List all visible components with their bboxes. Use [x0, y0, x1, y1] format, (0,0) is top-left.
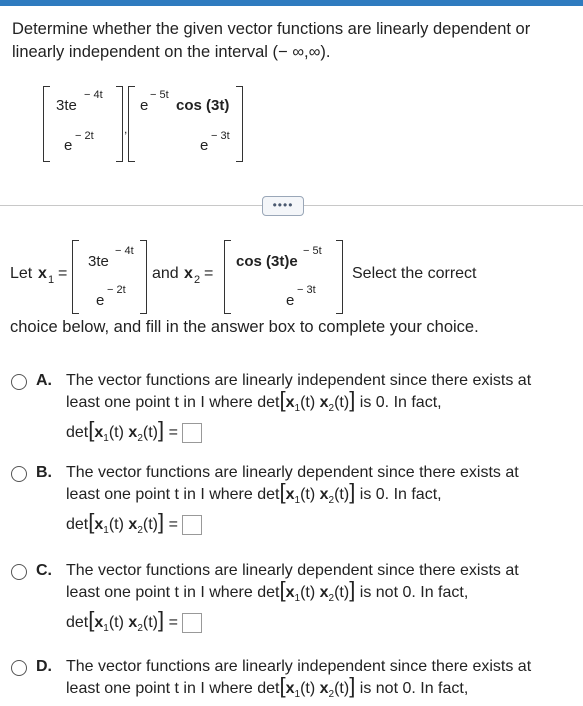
- v2-top-e: e: [140, 97, 149, 114]
- det-word: det: [66, 516, 89, 533]
- radio-button[interactable]: [11, 374, 27, 390]
- radio-button[interactable]: [11, 660, 27, 676]
- option-line-1: The vector functions are linearly independent since there exists at: [66, 372, 532, 389]
- x2-bold: x: [319, 680, 329, 697]
- equals-sign: =: [168, 614, 178, 631]
- top-accent-bar: [0, 0, 583, 6]
- question-line-1: Determine whether the given vector functions are linearly dependent or: [12, 20, 531, 38]
- t-arg: (t): [108, 516, 124, 533]
- bracket-right: [236, 86, 243, 162]
- x2-bottom-entry: e: [286, 292, 295, 309]
- x1-subscript: 1: [48, 274, 55, 286]
- x2-bottom-exponent: − 3t: [297, 284, 316, 296]
- x2-symbol: x: [184, 265, 193, 282]
- option-line-2b: is 0. In fact,: [355, 394, 442, 411]
- x1-bold: x: [285, 680, 295, 697]
- v1-bottom-entry: e: [64, 137, 73, 154]
- option-line-2: least one point t in I where $\det[x_1(t)$ $x_2(t)$] is not 0. In fact,: [66, 673, 469, 701]
- x1-bold: x: [94, 516, 104, 533]
- det-expression: $\det[x_1(t) x_2(t)]$ =: [66, 514, 202, 536]
- t-arg: (t): [334, 584, 350, 601]
- option-line-2b: is not 0. In fact,: [355, 584, 469, 601]
- v1-top-entry: 3te: [56, 97, 77, 114]
- x1-top-entry: 3te: [88, 253, 109, 270]
- x2-bold: x: [319, 486, 329, 503]
- bracket-left: [43, 86, 50, 162]
- bracket-right: [116, 86, 123, 162]
- x1-bold: x: [285, 584, 295, 601]
- equals-sign: =: [168, 516, 178, 533]
- option-line-2b: is not 0. In fact,: [355, 680, 469, 697]
- det-expression: $\det[x_1(t) x_2(t)]$ =: [66, 612, 202, 634]
- choice-instruction: choice below, and fill in the answer box to complete your choice.: [10, 318, 479, 336]
- t-arg: (t): [142, 516, 158, 533]
- t-arg: (t): [142, 614, 158, 631]
- answer-box[interactable]: [182, 613, 202, 633]
- equals-sign: =: [168, 424, 178, 441]
- x2-subscript: 2: [194, 274, 201, 286]
- det-word: det: [66, 424, 89, 441]
- option-line-2b: is 0. In fact,: [355, 486, 442, 503]
- option-line-2: least one point t in I where $\det[x_1(t)$ $x_2(t)$] is 0. In fact,: [66, 387, 442, 415]
- option-line-1: The vector functions are linearly dependent since there exists at: [66, 464, 519, 481]
- comma: ,: [124, 122, 128, 136]
- option-label: A.: [36, 372, 52, 389]
- answer-box[interactable]: [182, 423, 202, 443]
- option-line-2a: least one point t in I where det: [66, 486, 280, 503]
- t-arg: (t): [300, 584, 316, 601]
- t-arg: (t): [300, 680, 316, 697]
- x2-top-exponent: − 5t: [303, 245, 322, 257]
- answer-box[interactable]: [182, 515, 202, 535]
- v2-top-cos: cos (3t): [176, 97, 230, 114]
- det-word: det: [66, 614, 89, 631]
- v1-top-exponent: − 4t: [84, 89, 103, 101]
- t-arg: (t): [334, 394, 350, 411]
- option-line-1: The vector functions are linearly independent since there exists at: [66, 658, 532, 675]
- x1-bottom-exponent: − 2t: [107, 284, 126, 296]
- x2-bold: x: [128, 614, 138, 631]
- radio-button[interactable]: [11, 466, 27, 482]
- t-arg: (t): [334, 680, 350, 697]
- option-label: D.: [36, 658, 52, 675]
- x1-bold: x: [94, 424, 104, 441]
- select-text: Select the correct: [352, 265, 477, 282]
- x2-bracket-left: [224, 240, 231, 314]
- x2-top-entry: cos (3t)e: [236, 253, 298, 270]
- x1-bottom-entry: e: [96, 292, 105, 309]
- question-text: [12, 18, 572, 64]
- option-line-2a: least one point t in I where det: [66, 394, 280, 411]
- v1-bottom-exponent: − 2t: [75, 130, 94, 142]
- let-word: Let: [10, 265, 33, 282]
- x2-bold: x: [319, 584, 329, 601]
- t-arg: (t): [300, 394, 316, 411]
- option-line-2: least one point t in I where $\det[x_1(t)$ $x_2(t)$] is not 0. In fact,: [66, 577, 469, 605]
- equals-sign: =: [204, 265, 214, 282]
- bracket-left: [128, 86, 135, 162]
- option-line-2: least one point t in I where $\det[x_1(t)$ $x_2(t)$] is 0. In fact,: [66, 479, 442, 507]
- question-line-2: linearly independent on the interval (− ∞,∞).: [12, 43, 331, 61]
- x2-bold: x: [319, 394, 329, 411]
- radio-button[interactable]: [11, 564, 27, 580]
- det-expression: $\det[x_1(t) x_2(t)]$ =: [66, 422, 202, 444]
- x1-bracket-left: [72, 240, 79, 314]
- x2-bold: x: [128, 516, 138, 533]
- x1-top-exponent: − 4t: [115, 245, 134, 257]
- and-word: and: [152, 265, 179, 282]
- t-arg: (t): [142, 424, 158, 441]
- x1-bracket-right: [140, 240, 147, 314]
- t-arg: (t): [108, 614, 124, 631]
- x1-bold: x: [285, 486, 295, 503]
- x1-bold: x: [94, 614, 104, 631]
- more-button[interactable]: ••••: [262, 196, 304, 216]
- option-line-2a: least one point t in I where det: [66, 584, 280, 601]
- option-line-1: The vector functions are linearly dependent since there exists at: [66, 562, 519, 579]
- x2-bold: x: [128, 424, 138, 441]
- x1-symbol: x: [38, 265, 47, 282]
- v2-bottom-exponent: − 3t: [211, 130, 230, 142]
- t-arg: (t): [108, 424, 124, 441]
- x1-bold: x: [285, 394, 295, 411]
- t-arg: (t): [334, 486, 350, 503]
- option-label: C.: [36, 562, 52, 579]
- x2-bracket-right: [336, 240, 343, 314]
- option-line-2a: least one point t in I where det: [66, 680, 280, 697]
- equals-sign: =: [58, 265, 68, 282]
- v2-bottom-entry: e: [200, 137, 209, 154]
- t-arg: (t): [300, 486, 316, 503]
- v2-top-exponent: − 5t: [150, 89, 169, 101]
- option-label: B.: [36, 464, 52, 481]
